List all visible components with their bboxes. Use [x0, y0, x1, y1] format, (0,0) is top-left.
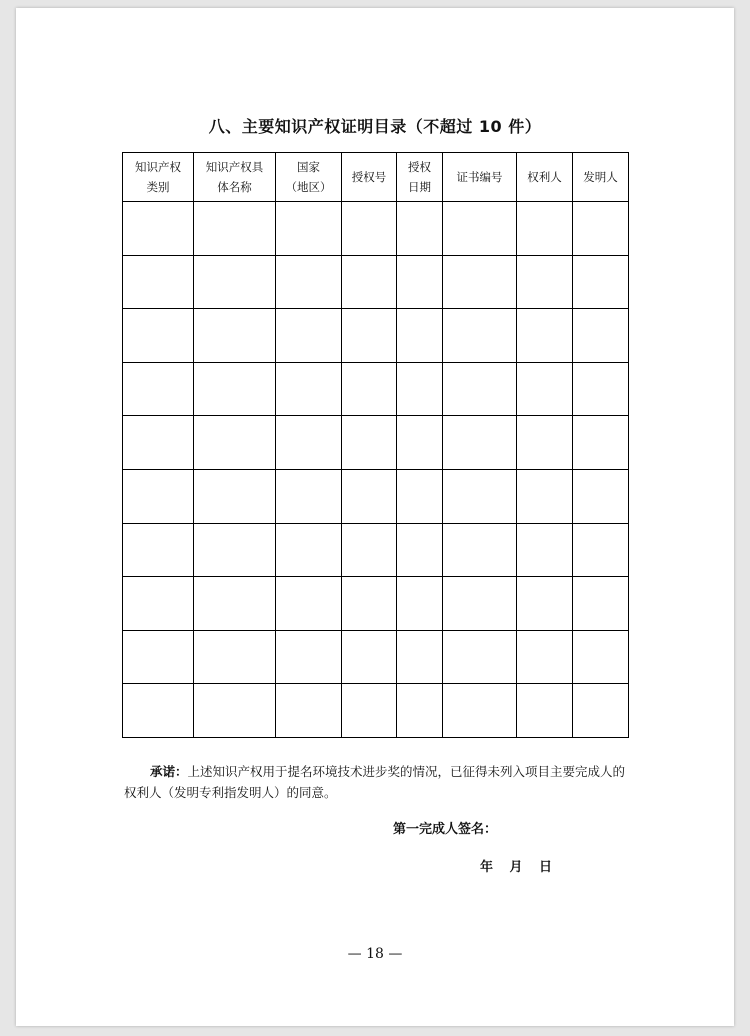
- table-cell[interactable]: [397, 309, 443, 363]
- table-cell[interactable]: [342, 523, 397, 577]
- header-grant-date: 授权 日期: [397, 153, 443, 202]
- table-cell[interactable]: [123, 362, 194, 416]
- table-cell[interactable]: [397, 362, 443, 416]
- table-cell[interactable]: [397, 523, 443, 577]
- table-row: [123, 630, 629, 684]
- table-cell[interactable]: [573, 630, 629, 684]
- table-cell[interactable]: [123, 577, 194, 631]
- table-cell[interactable]: [123, 523, 194, 577]
- table-cell[interactable]: [517, 362, 573, 416]
- table-cell[interactable]: [517, 577, 573, 631]
- table-cell[interactable]: [443, 362, 517, 416]
- table-cell[interactable]: [517, 469, 573, 523]
- table-cell[interactable]: [276, 416, 342, 470]
- table-cell[interactable]: [123, 255, 194, 309]
- page-number: — 18 —: [347, 946, 403, 962]
- table-row: [123, 469, 629, 523]
- table-cell[interactable]: [276, 630, 342, 684]
- table-row: [123, 309, 629, 363]
- table-cell[interactable]: [397, 202, 443, 256]
- table-cell[interactable]: [573, 523, 629, 577]
- table-cell[interactable]: [573, 684, 629, 738]
- table-cell[interactable]: [573, 362, 629, 416]
- table-cell[interactable]: [342, 577, 397, 631]
- table-cell[interactable]: [517, 202, 573, 256]
- table-row: [123, 202, 629, 256]
- table-cell[interactable]: [573, 309, 629, 363]
- header-grant-number: 授权号: [342, 153, 397, 202]
- table-cell[interactable]: [276, 684, 342, 738]
- pledge-label: 承诺：: [150, 764, 188, 779]
- signature-label: 第一完成人签名：: [393, 822, 498, 837]
- table-cell[interactable]: [123, 416, 194, 470]
- table-cell[interactable]: [443, 630, 517, 684]
- date-label: 年 月 日: [480, 860, 553, 875]
- table-cell[interactable]: [573, 577, 629, 631]
- table-cell[interactable]: [123, 469, 194, 523]
- table-cell[interactable]: [517, 416, 573, 470]
- table-cell[interactable]: [194, 577, 276, 631]
- table-cell[interactable]: [443, 309, 517, 363]
- table-cell[interactable]: [194, 630, 276, 684]
- table-cell[interactable]: [443, 416, 517, 470]
- table-row: [123, 416, 629, 470]
- table-row: [123, 577, 629, 631]
- table-cell[interactable]: [517, 309, 573, 363]
- header-inventor: 发明人: [573, 153, 629, 202]
- table-row: [123, 255, 629, 309]
- table-cell[interactable]: [276, 577, 342, 631]
- table-row: [123, 523, 629, 577]
- table-cell[interactable]: [517, 630, 573, 684]
- section-title: 八、主要知识产权证明目录（不超过 10 件）: [208, 117, 542, 136]
- table-cell[interactable]: [342, 416, 397, 470]
- table-cell[interactable]: [397, 469, 443, 523]
- table-cell[interactable]: [573, 255, 629, 309]
- header-ip-name: 知识产权具 体名称: [194, 153, 276, 202]
- table-cell[interactable]: [443, 255, 517, 309]
- table-row: [123, 362, 629, 416]
- table-cell[interactable]: [342, 362, 397, 416]
- table-cell[interactable]: [276, 255, 342, 309]
- table-cell[interactable]: [276, 202, 342, 256]
- table-cell[interactable]: [194, 362, 276, 416]
- table-cell[interactable]: [397, 684, 443, 738]
- table-cell[interactable]: [443, 469, 517, 523]
- header-country: 国家 （地区）: [276, 153, 342, 202]
- pledge-text: 上述知识产权用于提名环境技术进步奖的情况，已征得未列入项目主要完成人的权利人（发明专利指发明人）的同意。: [124, 764, 626, 800]
- table-cell[interactable]: [443, 202, 517, 256]
- table-cell[interactable]: [517, 684, 573, 738]
- table-cell[interactable]: [517, 255, 573, 309]
- table-cell[interactable]: [194, 469, 276, 523]
- table-cell[interactable]: [276, 469, 342, 523]
- header-ip-category: 知识产权 类别: [123, 153, 194, 202]
- table-cell[interactable]: [342, 255, 397, 309]
- table-cell[interactable]: [123, 309, 194, 363]
- table-cell[interactable]: [276, 523, 342, 577]
- table-cell[interactable]: [397, 630, 443, 684]
- table-cell[interactable]: [194, 202, 276, 256]
- pledge-paragraph: [124, 761, 630, 803]
- table-cell[interactable]: [342, 469, 397, 523]
- table-cell[interactable]: [397, 416, 443, 470]
- header-right-holder: 权利人: [517, 153, 573, 202]
- table-cell[interactable]: [517, 523, 573, 577]
- table-cell[interactable]: [342, 684, 397, 738]
- table-cell[interactable]: [194, 416, 276, 470]
- table-cell[interactable]: [194, 309, 276, 363]
- table-cell[interactable]: [123, 202, 194, 256]
- table-cell[interactable]: [123, 630, 194, 684]
- table-cell[interactable]: [443, 577, 517, 631]
- table-cell[interactable]: [443, 684, 517, 738]
- table-cell[interactable]: [573, 416, 629, 470]
- table-cell[interactable]: [573, 202, 629, 256]
- table-cell[interactable]: [342, 630, 397, 684]
- table-cell[interactable]: [443, 523, 517, 577]
- table-cell[interactable]: [194, 684, 276, 738]
- table-cell[interactable]: [573, 469, 629, 523]
- table-cell[interactable]: [276, 362, 342, 416]
- table-row: [123, 684, 629, 738]
- table-cell[interactable]: [397, 577, 443, 631]
- table-cell[interactable]: [342, 309, 397, 363]
- table-cell[interactable]: [194, 523, 276, 577]
- table-cell[interactable]: [397, 255, 443, 309]
- table-cell[interactable]: [123, 684, 194, 738]
- ip-certificate-table: [122, 152, 629, 738]
- table-cell[interactable]: [276, 309, 342, 363]
- table-cell[interactable]: [342, 202, 397, 256]
- header-certificate-number: 证书编号: [443, 153, 517, 202]
- table-cell[interactable]: [194, 255, 276, 309]
- table-header-row: [123, 153, 629, 202]
